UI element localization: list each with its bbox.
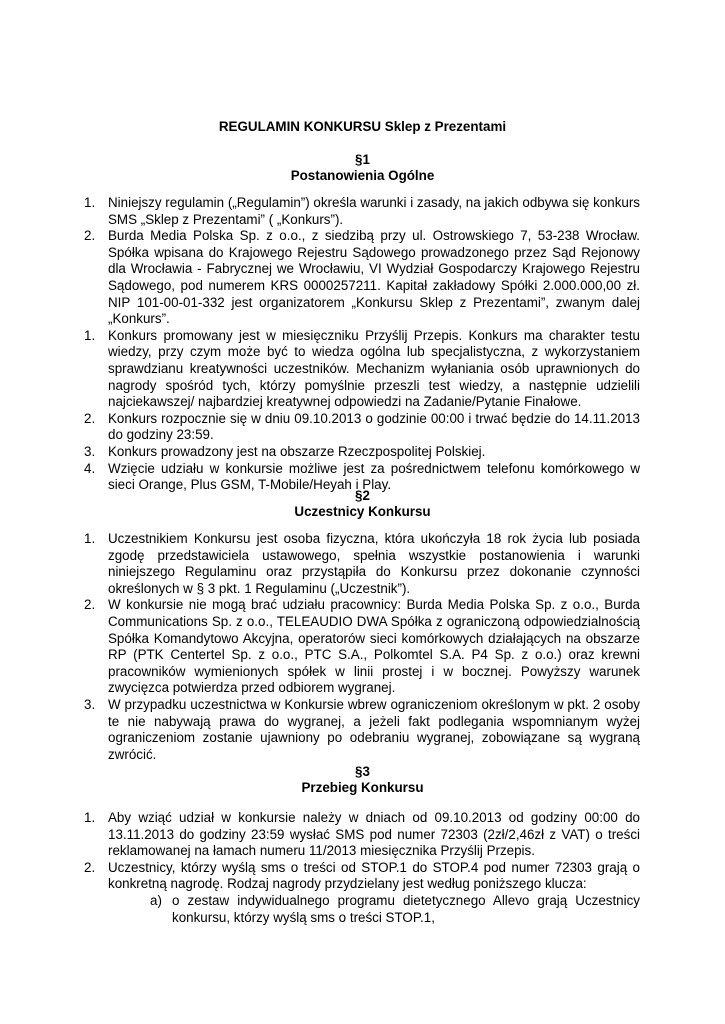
list-item-text: Konkurs rozpocznie się w dniu 09.10.2013 o godzinie 00:00 i trwać będzie do 14.11.2013 do godziny 23:59.: [108, 410, 640, 443]
list-item-number: 1.: [84, 531, 96, 546]
list-item-number: 3.: [84, 443, 96, 459]
list-item: [84, 228, 640, 328]
list-item-number: 2.: [84, 410, 96, 426]
list-item-number: 1.: [84, 195, 96, 210]
list-item-number: 2.: [84, 859, 96, 875]
list-item: [84, 597, 640, 697]
section-3-heading: Przebieg Konkursu: [301, 780, 424, 795]
sublist-item-text: o zestaw indywidualnego programu dietetycznego Allevo grają Uczestnicy konkursu, którzy wyślą sms o treści STOP.1,: [172, 893, 640, 925]
list-item: [84, 411, 640, 444]
list-item-text: Uczestnicy, którzy wyślą sms o treści od STOP.1 do STOP.4 pod numer 72303 grają o konkretną nagrodę. Rodzaj nagrody przydzielany jest według poniższego klucza:: [108, 859, 640, 892]
section-2-list: [84, 531, 640, 763]
section-1-heading: Postanowienia Ogólne: [290, 168, 435, 183]
list-item: [84, 444, 640, 461]
document-title: REGULAMIN KONKURSU Sklep z Prezentami: [218, 119, 507, 134]
list-item: [84, 810, 640, 860]
list-item: [84, 860, 640, 893]
section-1-list: [84, 195, 640, 494]
list-item-text: Konkurs prowadzony jest na obszarze Rzeczpospolitej Polskiej.: [108, 443, 486, 459]
list-item-number: 4.: [84, 460, 96, 476]
list-item: [84, 531, 640, 597]
list-item-number: 2.: [84, 597, 96, 613]
list-item: [84, 697, 640, 763]
list-item-text: Konkurs promowany jest w miesięczniku Przyślij Przepis. Konkurs ma charakter testu wiedzy, przy czym może być to wiedza ogólna lub specjalistyczna, z wykorzystaniem sprawdzianu kreatywności uczestników. Mechanizm wyłaniania osób uprawnionych do nagrody spośród tych, którzy pomyślnie przeszli test wiedzy, a następnie udzielili najciekawszej/ najbardziej kreatywnej odpowiedzi na Zadanie/Pytanie Finałowe.: [108, 327, 640, 410]
section-3-number: §3: [355, 764, 370, 779]
list-item-text: W przypadku uczestnictwa w Konkursie wbrew ograniczeniom określonym w pkt. 2 osoby te nie nabywają prawa do wygranej, a jeżeli fakt podlegania wspomnianym wyżej ograniczeniom zostanie ujawniony po odebraniu wygranej, zobowiązane są wygraną zwrócić.: [108, 696, 640, 762]
section-2-heading: Uczestnicy Konkursu: [294, 504, 431, 519]
list-item-number: 2.: [84, 228, 96, 244]
section-2-number: §2: [355, 488, 370, 503]
list-item: [84, 195, 640, 228]
section-3-list: [84, 810, 640, 893]
sublist-item-letter: a): [150, 893, 162, 908]
list-item-text: W konkursie nie mogą brać udziału pracownicy: Burda Media Polska Sp. z o.o., Burda Communications Sp. z o.o., TELEAUDIO DWA Spółka z ograniczoną odpowiedzialnością Spółka Komandytowo Akcyjna, operatorów sieci komórkowych działających na obszarze RP (PTK Centertel Sp. z o.o., PTC S.A., Polkomtel S.A. P4 Sp. z o.o.) oraz krewni pracowników wymienionych spółek w linii prostej i w bocznej. Powyższy warunek zwycięzca potwierdza przed odbiorem wygranej.: [108, 597, 640, 696]
section-1-number: §1: [355, 152, 370, 167]
list-item-number: 1.: [84, 810, 96, 825]
list-item: [84, 328, 640, 411]
list-item-text: Aby wziąć udział w konkursie należy w dniach od 09.10.2013 od godziny 00:00 do 13.11.2013 do godziny 23:59 wysłać SMS pod numer 72303 (2zł/2,46zł z VAT) o treści reklamowanej na łamach numeru 11/2013 miesięcznika Przyślij Przepis.: [108, 810, 640, 859]
list-item-number: 3.: [84, 696, 96, 712]
list-item-text: Niniejszy regulamin („Regulamin”) określa warunki i zasady, na jakich odbywa się konkurs SMS „Sklep z Prezentami” ( „Konkurs”).: [108, 195, 640, 227]
list-item-text: Uczestnikiem Konkursu jest osoba fizyczna, która ukończyła 18 rok życia lub posiada zgodę przedstawiciela ustawowego, spełnia wszystkie postanowienia i warunki niniejszego Regulaminu oraz przystąpiła do Konkursu przez dokonanie czynności określonych w § 3 pkt. 1 Regulaminu („Uczestnik”).: [108, 531, 640, 596]
list-item-text: Wzięcie udziału w konkursie możliwe jest za pośrednictwem telefonu komórkowego w sieci Orange, Plus GSM, T-Mobile/Heyah i Play.: [108, 460, 640, 493]
list-item-text: Burda Media Polska Sp. z o.o., z siedzibą przy ul. Ostrowskiego 7, 53-238 Wrocław. Spółka wpisana do Krajowego Rejestru Sądowego prowadzonego przez Sąd Rejonowy dla Wrocławia - Fabrycznej we Wrocławiu, VI Wydział Gospodarczy Krajowego Rejestru Sądowego, pod numerem KRS 0000257211. Kapitał zakładowy Spółki 2.000.000,00 zł. NIP 101-00-01-332 jest organizatorem „Konkursu Sklep z Prezentami”, zwanym dalej „Konkurs”.: [108, 228, 640, 327]
sublist-item: [150, 893, 640, 926]
list-item-number: 1.: [84, 327, 96, 343]
section-3-sublist: [150, 893, 640, 926]
